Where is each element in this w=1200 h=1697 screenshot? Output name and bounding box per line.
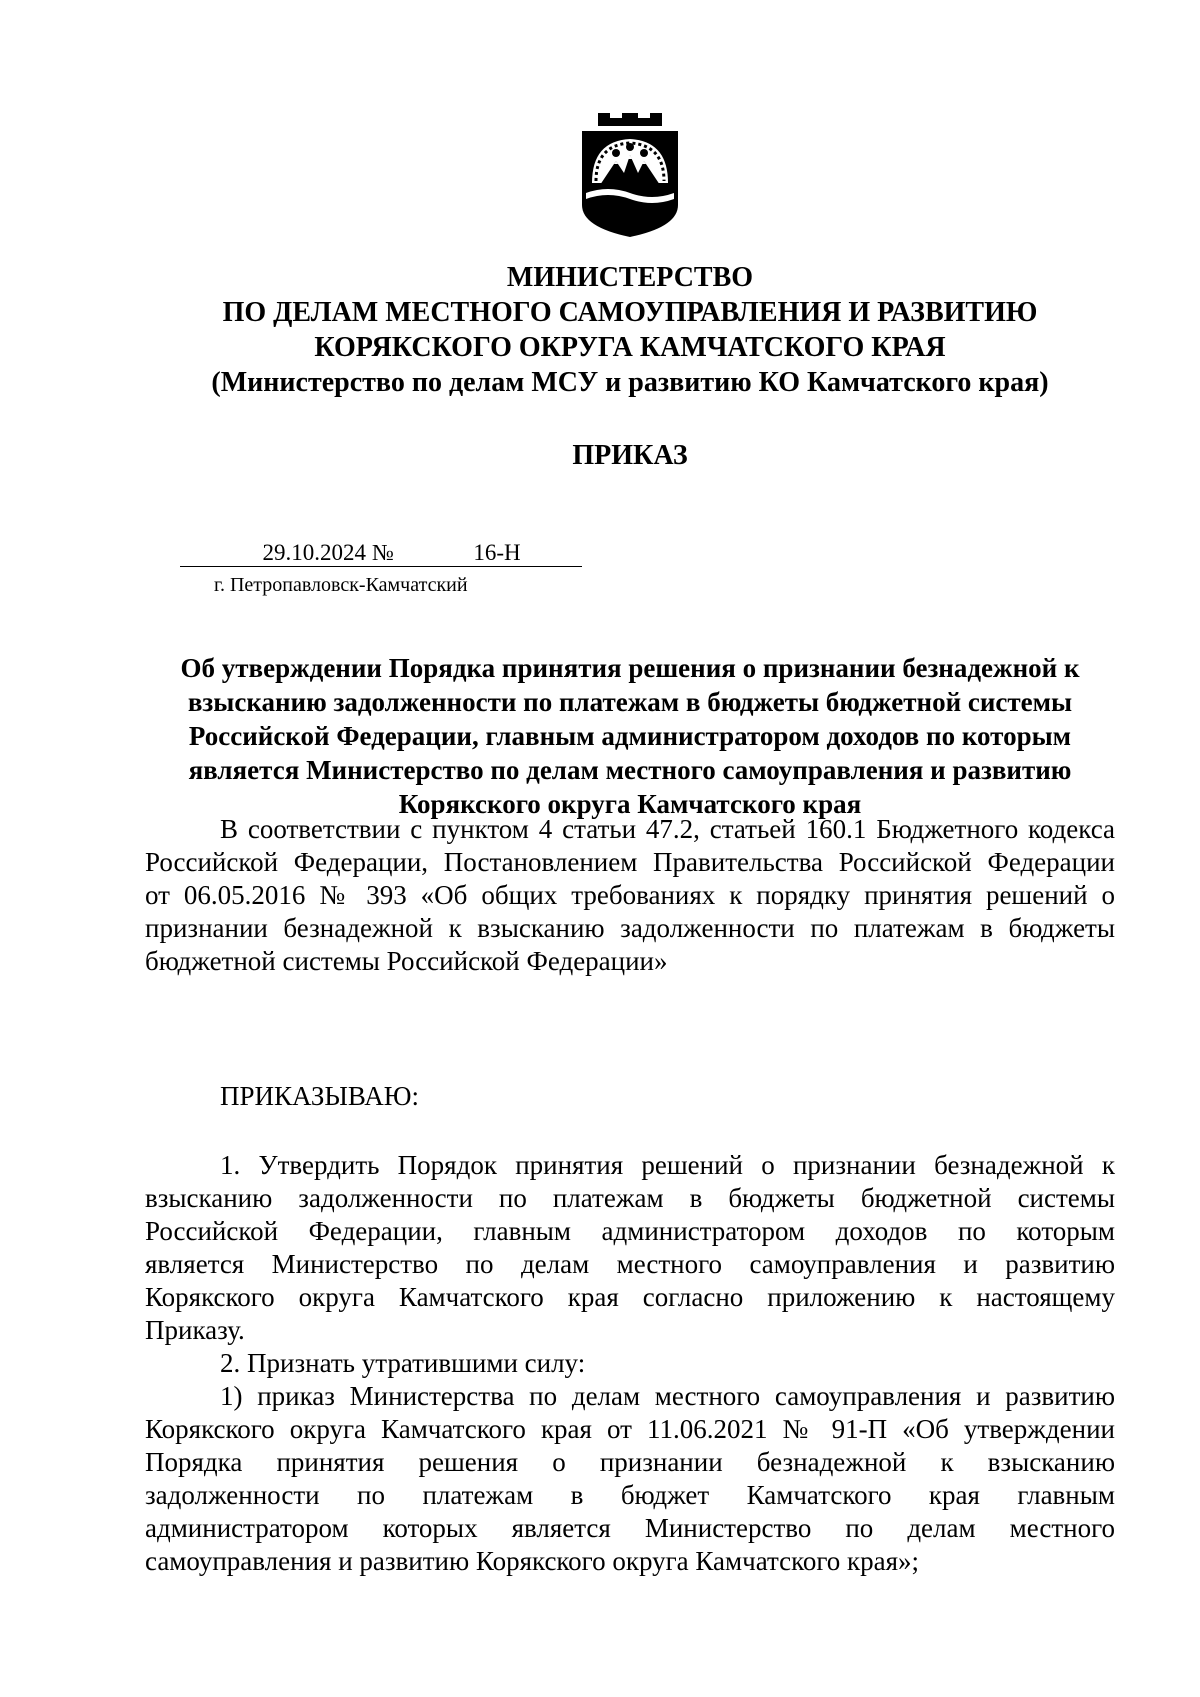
- item-1-line: взысканию задолженности по платежам в бюджеты бюджетной системы: [145, 1183, 1115, 1213]
- kamchatka-coat-of-arms-icon: [578, 113, 682, 239]
- document-date: 29.10.2024: [180, 540, 372, 567]
- preamble-line: Российской Федерации, Постановлением Правительства Российской Федерации: [145, 847, 1115, 877]
- preamble-line: В соответствии с пунктом 4 статьи 47.2, статьей 160.1 Бюджетного кодекса: [220, 814, 1115, 844]
- preamble-paragraph: [145, 813, 1115, 978]
- item-2-1-line: администратором которых является Министерство по делам местного: [145, 1513, 1115, 1543]
- item-2-1-line: самоуправления и развитию Корякского округа Камчатского края»;: [145, 1546, 920, 1576]
- subject-line: взысканию задолженности по платежам в бюджеты бюджетной системы: [187, 687, 1073, 717]
- item-1-line: является Министерство по делам местного самоуправления и развитию: [145, 1249, 1115, 1279]
- ministry-header: [150, 260, 1110, 400]
- item-1-line: 1. Утвердить Порядок принятия решений о признании безнадежной к: [220, 1150, 1115, 1180]
- item-1-line: Приказу.: [145, 1315, 245, 1345]
- item-1-line: Российской Федерации, главным администратором доходов по которым: [145, 1216, 1115, 1246]
- item-2-1-line: задолженности по платежам в бюджет Камчатского края главным: [145, 1480, 1115, 1510]
- ministry-line: ПО ДЕЛАМ МЕСТНОГО САМОУПРАВЛЕНИЯ И РАЗВИТИЮ: [222, 297, 1038, 328]
- document-type-title: ПРИКАЗ: [572, 440, 688, 471]
- subject-line: Российской Федерации, главным администратором доходов по которым: [188, 721, 1072, 751]
- subject-line: является Министерство по делам местного самоуправления и развитию: [188, 755, 1072, 785]
- subject-line: Об утверждении Порядка принятия решения о признании безнадежной к: [180, 653, 1080, 683]
- document-city: г. Петропавловск-Камчатский: [214, 574, 468, 596]
- document-subject: [150, 651, 1110, 821]
- preamble-line: от 06.05.2016 № 393 «Об общих требованиях к порядку принятия решений о: [145, 880, 1115, 910]
- subject-line: Корякского округа Камчатского края: [398, 789, 862, 819]
- preamble-line: бюджетной системы Российской Федерации»: [145, 946, 668, 976]
- item-2-1-line: Корякского округа Камчатского края от 11.06.2021 № 91-П «Об утверждении: [145, 1414, 1115, 1444]
- item-1-line: Корякского округа Камчатского края согласно приложению к настоящему: [145, 1282, 1115, 1312]
- number-sign: №: [372, 540, 412, 567]
- item-2-1-line: 1) приказ Министерства по делам местного самоуправления и развитию: [220, 1381, 1115, 1411]
- preamble-line: признании безнадежной к взысканию задолженности по платежам в бюджеты: [145, 913, 1115, 943]
- item-2-line: 2. Признать утратившими силу:: [220, 1348, 586, 1378]
- item-2-1-paragraph: [145, 1380, 1115, 1578]
- ministry-line: (Министерство по делам МСУ и развитию КО Камчатского края): [211, 367, 1049, 398]
- document-number: 16-Н: [412, 540, 582, 567]
- order-word: ПРИКАЗЫВАЮ:: [220, 1081, 419, 1111]
- ministry-line: МИНИСТЕРСТВО: [506, 262, 754, 293]
- date-number-row: [180, 540, 582, 567]
- item-2-1-line: Порядка принятия решения о признании безнадежной к взысканию: [145, 1447, 1115, 1477]
- item-1-paragraph: [145, 1149, 1115, 1347]
- item-2-paragraph: [145, 1347, 1115, 1380]
- ministry-line: КОРЯКСКОГО ОКРУГА КАМЧАТСКОГО КРАЯ: [314, 332, 946, 363]
